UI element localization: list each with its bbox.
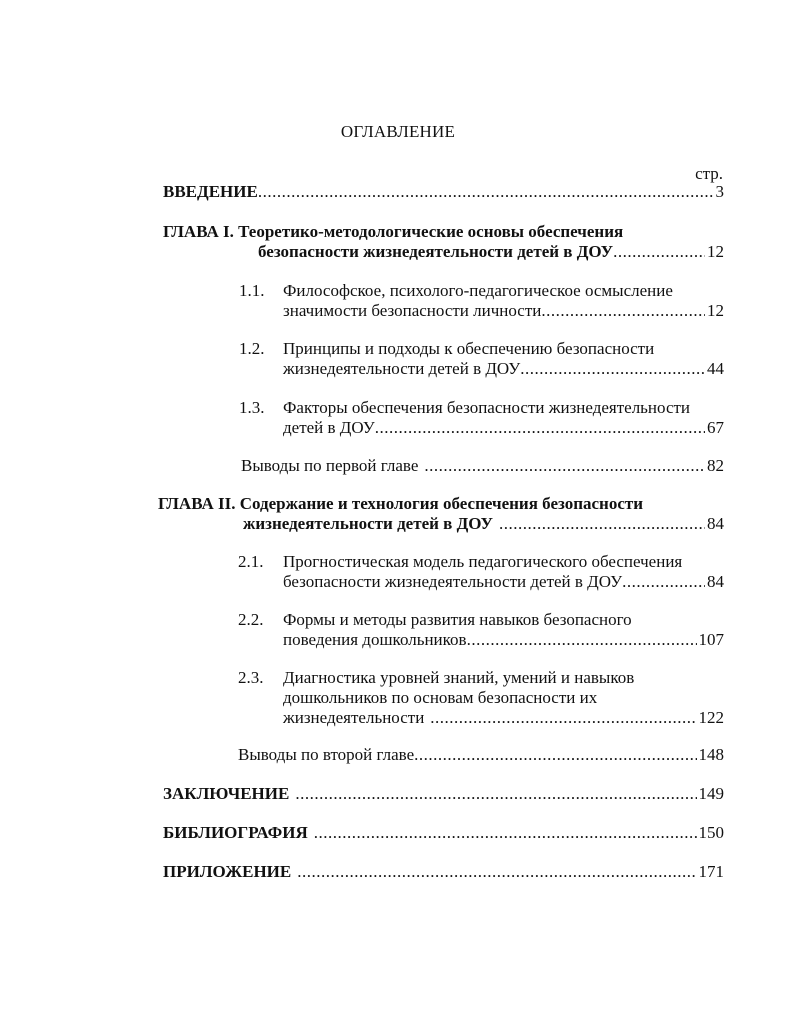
toc-entry-section-1-2[interactable] bbox=[283, 339, 724, 379]
toc-entry-label: Выводы по второй главе bbox=[238, 745, 415, 764]
leader-dots bbox=[418, 456, 705, 476]
section-number: 1.2. bbox=[239, 339, 265, 358]
toc-page-number: 3 bbox=[715, 182, 724, 201]
toc-entry-appendix[interactable] bbox=[163, 862, 724, 882]
leader-dots bbox=[424, 708, 696, 728]
leader-dots bbox=[258, 182, 714, 202]
section-title-line: жизнедеятельности детей в ДОУ bbox=[283, 359, 521, 378]
section-title-line: жизнедеятельности bbox=[283, 708, 425, 727]
section-title-line: Принципы и подходы к обеспечению безопасности bbox=[283, 339, 655, 358]
toc-title: ОГЛАВЛЕНИЕ bbox=[340, 122, 456, 141]
toc-page-number: 84 bbox=[707, 572, 724, 591]
toc-page-number: 44 bbox=[707, 359, 724, 378]
toc-entry-section-2-2[interactable] bbox=[283, 610, 724, 650]
toc-entry-label: Выводы по первой главе bbox=[241, 456, 419, 475]
leader-dots bbox=[375, 418, 705, 438]
leader-dots bbox=[493, 514, 705, 534]
section-number: 2.1. bbox=[238, 552, 264, 571]
chapter-title-line: жизнедеятельности детей в ДОУ bbox=[243, 514, 494, 533]
section-title-line: Факторы обеспечения безопасности жизнедеятельности bbox=[283, 398, 691, 417]
leader-dots bbox=[414, 745, 696, 765]
leader-dots bbox=[622, 572, 705, 592]
page-column-label: стр. bbox=[695, 164, 723, 183]
leader-dots bbox=[289, 784, 696, 804]
section-number: 2.2. bbox=[238, 610, 264, 629]
leader-dots bbox=[308, 823, 697, 843]
toc-page-number: 84 bbox=[707, 514, 724, 533]
chapter-label: ГЛАВА II. bbox=[158, 494, 236, 513]
section-title-line: Прогностическая модель педагогического обеспечения bbox=[283, 552, 683, 571]
toc-entry-intro[interactable] bbox=[163, 182, 724, 202]
chapter-title-line: безопасности жизнедеятельности детей в ДОУ bbox=[258, 242, 614, 261]
section-title-line: Формы и методы развития навыков безопасного bbox=[283, 610, 632, 629]
toc-entry-conclusion[interactable] bbox=[163, 784, 724, 804]
chapter-title-line: Теоретико-методологические основы обеспечения bbox=[238, 222, 624, 241]
toc-entry-section-2-1[interactable] bbox=[283, 552, 724, 592]
toc-page-number: 122 bbox=[698, 708, 724, 727]
section-title-line: Философское, психолого-педагогическое осмысление bbox=[283, 281, 673, 300]
section-title-line: поведения дошкольников bbox=[283, 630, 467, 649]
toc-entry-chapter-2-line2 bbox=[243, 514, 724, 534]
leader-dots bbox=[520, 359, 705, 379]
toc-entry-label: ВВЕДЕНИЕ bbox=[163, 182, 258, 201]
toc-page-number: 67 bbox=[707, 418, 724, 437]
toc-page-number: 12 bbox=[707, 242, 724, 261]
toc-page-number: 148 bbox=[698, 745, 724, 764]
section-title-line: безопасности жизнедеятельности детей в ДОУ bbox=[283, 572, 623, 591]
section-number: 1.3. bbox=[239, 398, 265, 417]
section-title-line: значимости безопасности личности bbox=[283, 301, 542, 320]
chapter-label: ГЛАВА I. bbox=[163, 222, 234, 241]
toc-entry-chapter-1-line2 bbox=[258, 242, 724, 262]
section-number: 2.3. bbox=[238, 668, 264, 687]
section-title-line: Диагностика уровней знаний, умений и навыков bbox=[283, 668, 635, 687]
leader-dots bbox=[613, 242, 705, 262]
leader-dots bbox=[541, 301, 705, 321]
toc-page-number: 149 bbox=[698, 784, 724, 803]
toc-entry-label: БИБЛИОГРАФИЯ bbox=[163, 823, 308, 842]
toc-page-number: 12 bbox=[707, 301, 724, 320]
leader-dots bbox=[467, 630, 697, 650]
toc-entry-chapter-1[interactable] bbox=[163, 222, 724, 242]
toc-entry-bibliography[interactable] bbox=[163, 823, 724, 843]
toc-entry-conclusions-2[interactable] bbox=[238, 745, 724, 765]
chapter-title-line: Содержание и технология обеспечения безопасности bbox=[239, 494, 644, 513]
toc-page-number: 82 bbox=[707, 456, 724, 475]
section-title-line: дошкольников по основам безопасности их bbox=[283, 688, 598, 707]
leader-dots bbox=[291, 862, 696, 882]
toc-entry-section-1-3[interactable] bbox=[283, 398, 724, 438]
toc-entry-section-1-1[interactable] bbox=[283, 281, 724, 321]
toc-entry-label: ЗАКЛЮЧЕНИЕ bbox=[163, 784, 290, 803]
section-title-line: детей в ДОУ bbox=[283, 418, 375, 437]
toc-page-number: 107 bbox=[698, 630, 724, 649]
toc-entry-label: ПРИЛОЖЕНИЕ bbox=[163, 862, 292, 881]
toc-page-number: 150 bbox=[698, 823, 724, 842]
section-number: 1.1. bbox=[239, 281, 265, 300]
toc-entry-section-2-3[interactable] bbox=[283, 668, 724, 728]
toc-entry-conclusions-1[interactable] bbox=[241, 456, 724, 476]
toc-page-number: 171 bbox=[698, 862, 724, 881]
toc-entry-chapter-2[interactable] bbox=[158, 494, 724, 514]
